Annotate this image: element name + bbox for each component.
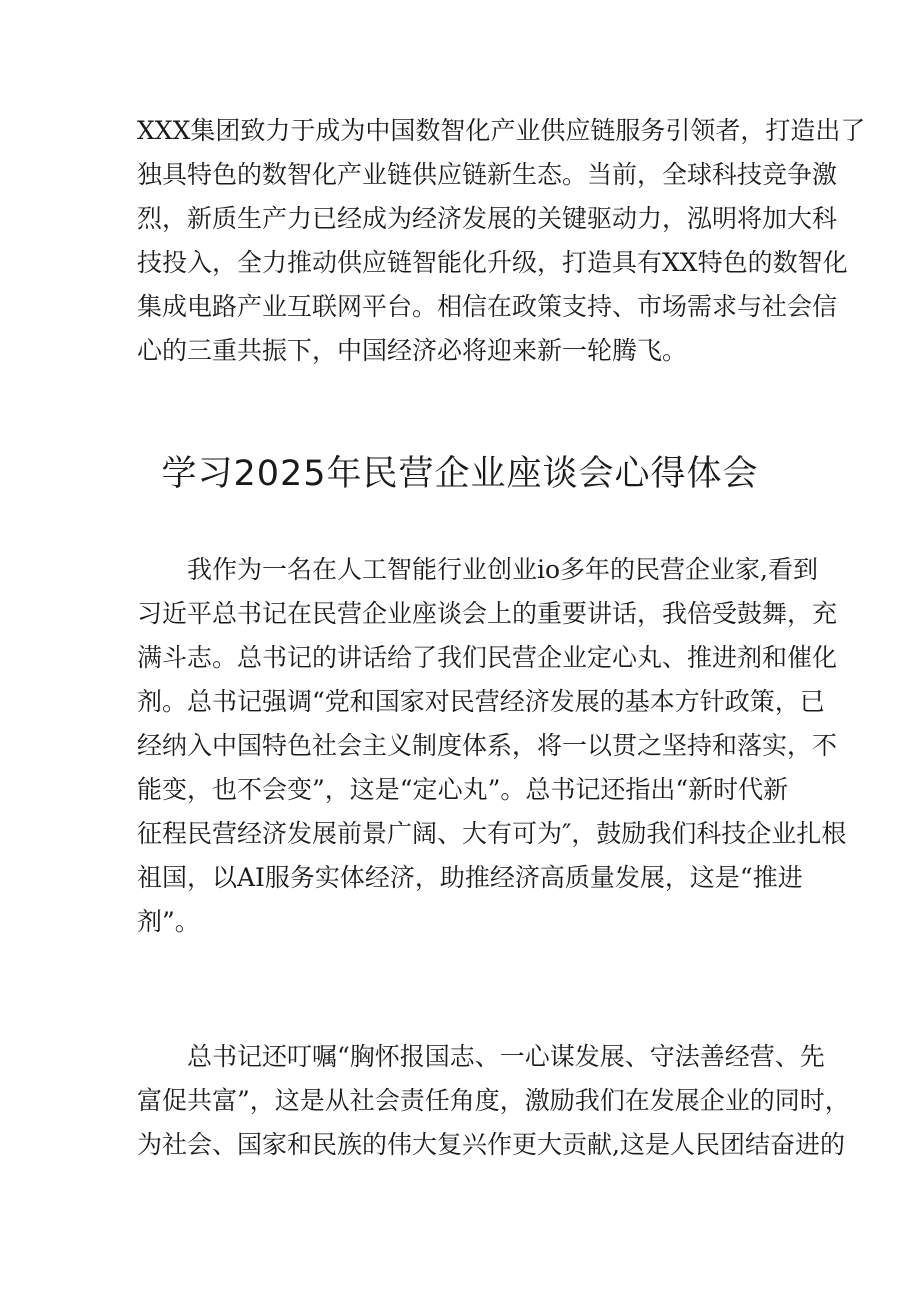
paragraph-line: 祖国，以AI服务实体经济，助推经济高质量发展，这是“推进 xyxy=(137,863,803,892)
intro-line: 心的三重共振下，中国经济必将迎来新一轮腾飞。 xyxy=(137,336,688,365)
paragraph-line: 习近平总书记在民营企业座谈会上的重要讲话，我倍受鼓舞，充 xyxy=(137,599,838,628)
paragraph-line: 满斗志。总书记的讲话给了我们民营企业定心丸、推进剂和催化 xyxy=(137,643,838,672)
paragraph-line: 剂。总书记强调“党和国家对民营经济发展的基本方针政策，已 xyxy=(137,687,825,716)
paragraph-line: 能变，也不会变”，这是“定心丸”。总书记还指出“新时代新 xyxy=(137,775,789,804)
intro-line: 烈，新质生产力已经成为经济发展的关键驱动力，泓明将加大科 xyxy=(137,204,838,233)
paragraph-line: 总书记还叮嘱“胸怀报国志、一心谋发展、守法善经营、先 xyxy=(187,1042,825,1071)
paragraph-line: 我作为一名在人工智能行业创业io多年的民营企业家,看到 xyxy=(187,555,818,584)
paragraph-line: 经纳入中国特色社会主义制度体系，将一以贯之坚持和落实，不 xyxy=(137,731,838,760)
paragraph-line: 为社会、国家和民族的伟大复兴作更大贡献,这是人民团结奋进的 xyxy=(137,1130,845,1159)
paragraph-line: 征程民营经济发展前景广阔、大有可为″，鼓励我们科技企业扎根 xyxy=(137,819,847,848)
paragraph-line: 富促共富”，这是从社会责任角度，激励我们在发展企业的同时， xyxy=(137,1086,850,1115)
intro-line: 集成电路产业互联网平台。相信在政策支持、市场需求与社会信 xyxy=(137,292,838,321)
page-title: 学习2025年民营企业座谈会心得体会 xyxy=(161,454,759,494)
intro-line: 技投入，全力推动供应链智能化升级，打造具有XX特色的数智化 xyxy=(137,248,848,277)
intro-line: XXX集团致力于成为中国数智化产业供应链服务引领者，打造出了 xyxy=(137,116,866,145)
paragraph-line: 剂”。 xyxy=(137,907,200,936)
intro-line: 独具特色的数智化产业链供应链新生态。当前，全球科技竞争激 xyxy=(137,160,838,189)
